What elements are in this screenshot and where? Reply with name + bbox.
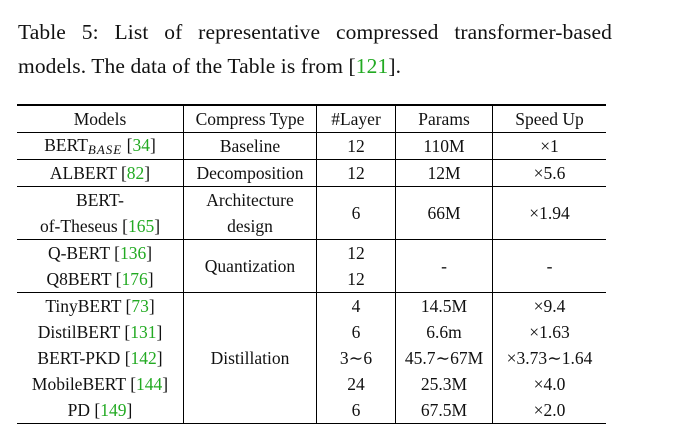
model-name-line2: of-Theseus [165]: [39, 216, 161, 236]
model-name: TinyBERT: [45, 295, 122, 316]
model-citation[interactable]: 176: [121, 268, 148, 289]
model-name: of-Theseus: [39, 216, 118, 236]
model-cell: TinyBERT [73]: [17, 293, 184, 320]
model-citation[interactable]: 34: [132, 134, 150, 155]
layer-cell: 4: [317, 293, 396, 320]
params-cell: 6.6m: [396, 319, 493, 345]
layer-cell: 12: [317, 240, 396, 267]
params-cell: 66M: [396, 187, 493, 240]
params-cell: -: [396, 240, 493, 293]
model-name: PD: [67, 399, 91, 420]
header-speed-up: Speed Up: [493, 105, 607, 133]
params-cell: 14.5M: [396, 293, 493, 320]
model-name: BERT-PKD: [37, 347, 121, 368]
models-table: [17, 104, 606, 424]
speed-up-cell: ×9.4: [493, 293, 607, 320]
params-cell: 45.7∼67M: [396, 345, 493, 371]
caption-suffix: ].: [388, 54, 402, 78]
compress-type-line2: design: [227, 216, 273, 236]
model-cell: Q8BERT [176]: [17, 266, 184, 293]
header-row: [17, 105, 606, 133]
model-cell: MobileBERT [144]: [17, 371, 184, 397]
speed-up-cell: ×2.0: [493, 397, 607, 424]
model-citation[interactable]: 131: [130, 321, 157, 342]
compress-type-cell: [184, 187, 317, 240]
header-params: Params: [396, 105, 493, 133]
model-cell: PD [149]: [17, 397, 184, 424]
table-caption: [18, 15, 612, 83]
layer-cell: 6: [317, 319, 396, 345]
compress-type-cell: Quantization: [184, 240, 317, 293]
model-citation[interactable]: 142: [130, 347, 157, 368]
speed-up-cell: ×3.73∼1.64: [493, 345, 607, 371]
model-cell: [17, 187, 184, 240]
speed-up-cell: ×1.63: [493, 319, 607, 345]
layer-cell: 24: [317, 371, 396, 397]
header-models: Models: [17, 105, 184, 133]
header-compress-type: Compress Type: [184, 105, 317, 133]
layer-cell: 12: [317, 266, 396, 293]
speed-up-cell: ×5.6: [493, 160, 607, 187]
model-cell: $BERT_{BASE}$ [34]: [17, 133, 184, 160]
model-cell: BERT-PKD [142]: [17, 345, 184, 371]
table-row: [17, 187, 606, 240]
model-name: ALBERT: [49, 162, 117, 183]
model-citation[interactable]: 144: [136, 373, 163, 394]
model-cell: Q-BERT [136]: [17, 240, 184, 267]
compress-type-line1: Architecture: [206, 190, 294, 210]
model-subscript: BASE: [87, 141, 123, 157]
layer-cell: 6: [317, 187, 396, 240]
table-row: [17, 293, 606, 320]
model-cell: ALBERT [82]: [17, 160, 184, 187]
model-name: DistilBERT: [37, 321, 120, 342]
speed-up-cell: ×1.94: [493, 187, 607, 240]
model-name: MobileBERT: [31, 373, 126, 394]
params-cell: 110M: [396, 133, 493, 160]
params-cell: 25.3M: [396, 371, 493, 397]
params-cell: 67.5M: [396, 397, 493, 424]
model-name: Q-BERT: [47, 242, 110, 263]
model-name: Q8BERT: [46, 268, 112, 289]
layer-cell: 12: [317, 133, 396, 160]
layer-cell: 3∼6: [317, 345, 396, 371]
speed-up-cell: ×4.0: [493, 371, 607, 397]
params-cell: 12M: [396, 160, 493, 187]
table-row: [17, 133, 606, 160]
model-name: BERT: [44, 134, 88, 155]
speed-up-cell: -: [493, 240, 607, 293]
caption-citation[interactable]: 121: [355, 54, 389, 78]
model-name-line1: BERT-: [76, 190, 124, 210]
compress-type-cell: Distillation: [184, 293, 317, 424]
model-citation[interactable]: 136: [119, 242, 147, 263]
layer-cell: 6: [317, 397, 396, 424]
header-layer: #Layer: [317, 105, 396, 133]
model-citation[interactable]: 149: [100, 399, 127, 420]
compress-type-cell: Baseline: [184, 133, 317, 160]
model-cell: DistilBERT [131]: [17, 319, 184, 345]
speed-up-cell: ×1: [493, 133, 607, 160]
table-row: [17, 160, 606, 187]
caption-text: Table 5: List of representative compressed transformer-based models. The data of the Table is from [: [18, 20, 612, 78]
table-row: [17, 240, 606, 267]
layer-cell: 12: [317, 160, 396, 187]
model-citation[interactable]: 165: [127, 216, 155, 236]
compress-type-cell: Decomposition: [184, 160, 317, 187]
model-citation[interactable]: 82: [126, 162, 145, 183]
model-citation[interactable]: 73: [131, 295, 149, 316]
